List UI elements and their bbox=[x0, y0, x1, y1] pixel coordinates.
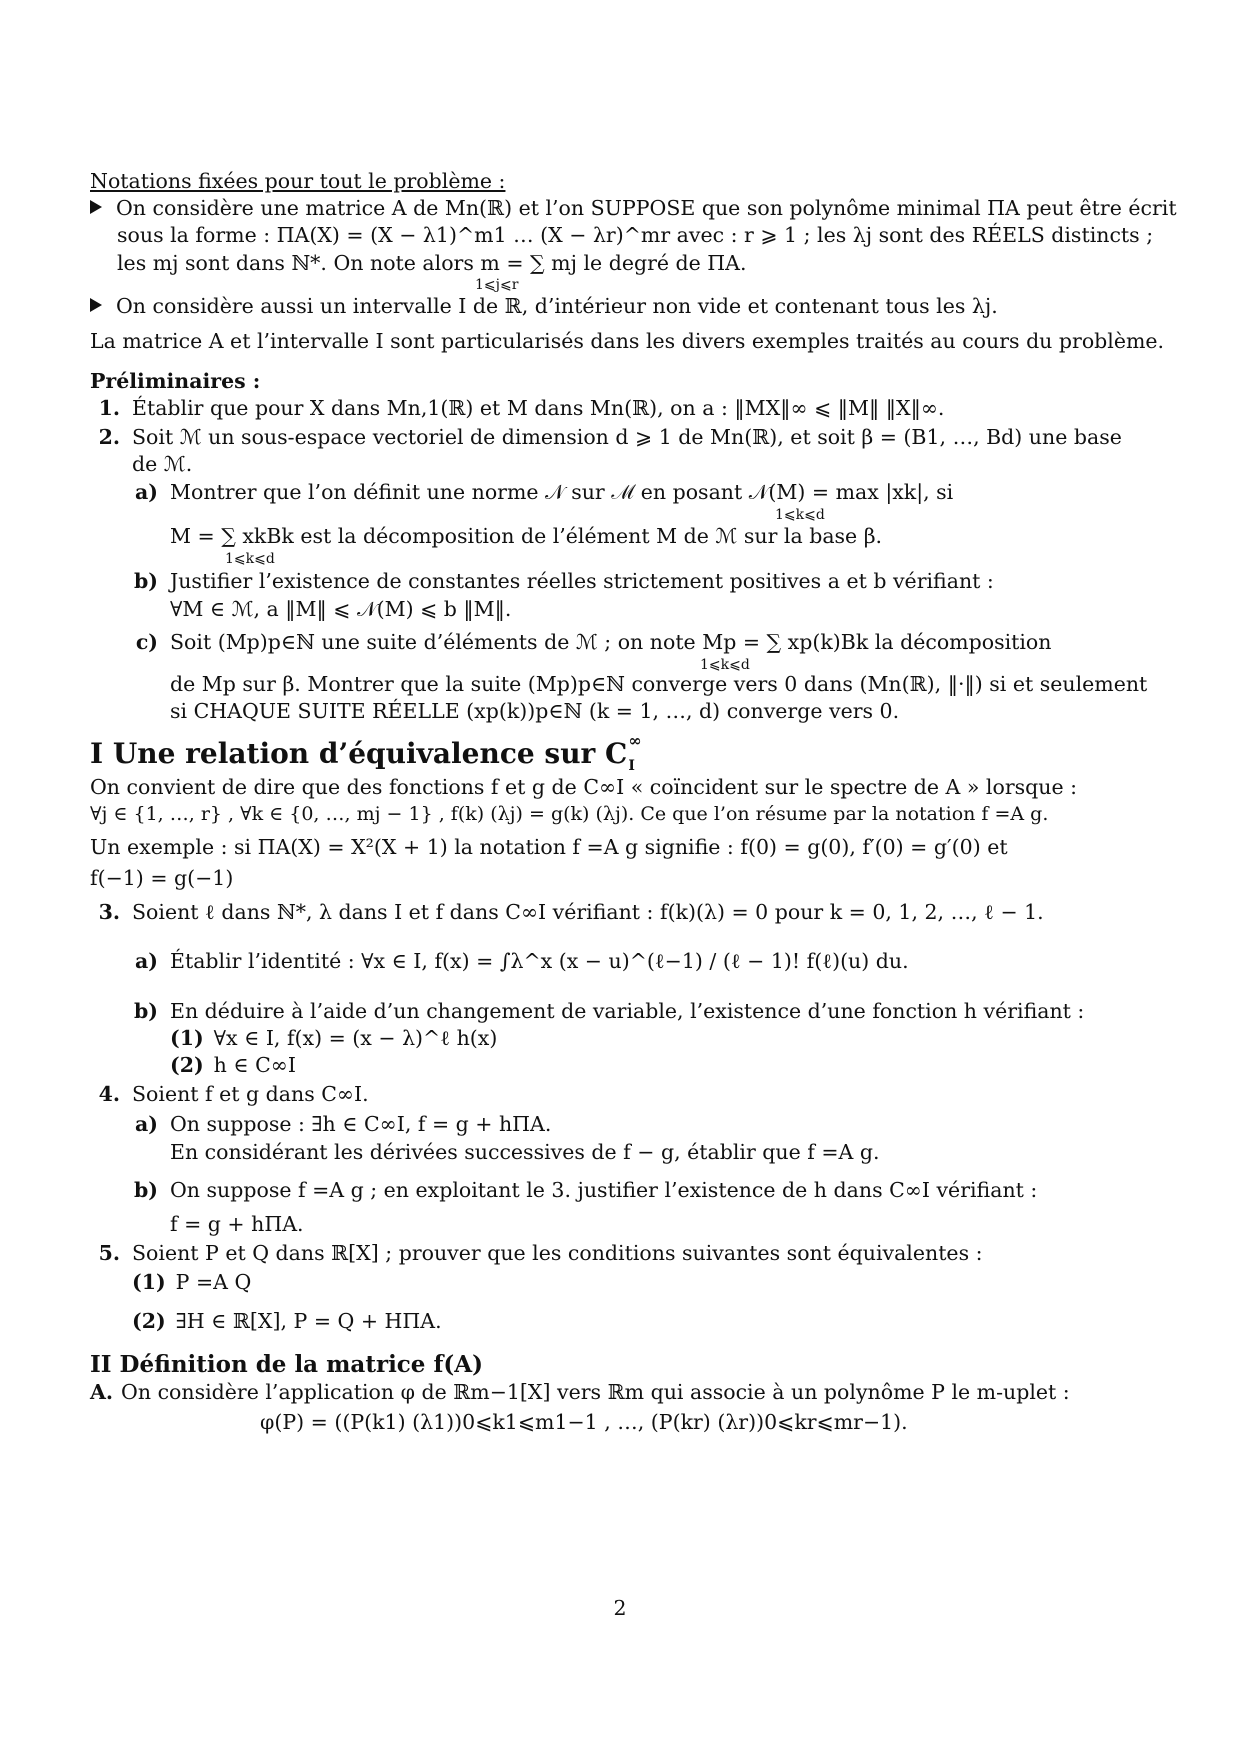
section-1-title: I Une relation d’équivalence sur C ∞ I bbox=[90, 731, 642, 774]
question-2b-line-2: ∀M ∈ ℳ, a ‖M‖ ⩽ 𝒩(M) ⩽ b ‖M‖. bbox=[170, 597, 512, 621]
example-line-2: f(−1) = g(−1) bbox=[90, 866, 234, 890]
question-3b-2: (2) h ∈ C∞I bbox=[170, 1053, 296, 1077]
bullet-1-line-1: On considère une matrice A de Mn(ℝ) et l’on SUPPOSE que son polynôme minimal ΠA peut être écrit bbox=[90, 195, 1177, 222]
section-2-title: II Définition de la matrice f(A) bbox=[90, 1351, 483, 1378]
question-5-2: (2) ∃H ∈ ℝ[X], P = Q + HΠA. bbox=[132, 1309, 442, 1333]
triangle-bullet-icon bbox=[90, 298, 102, 312]
question-3b: b) En déduire à l’aide d’un changement de variable, l’existence d’une fonction h vérifiant : bbox=[133, 999, 1085, 1023]
section-1-intro-line-2: ∀j ∈ {1, …, r} , ∀k ∈ {0, …, mj − 1} , f(k) (λj) = g(k) (λj). Ce que l’on résume par la notation f =A g. bbox=[90, 803, 1049, 825]
question-4b-line-2: f = g + hΠA. bbox=[170, 1212, 304, 1236]
question-2a-line-1: a) Montrer que l’on définit une norme 𝒩 sur ℳ en posant 𝒩(M) = max |xk|, si bbox=[135, 480, 954, 504]
notations-closing: La matrice A et l’intervalle I sont particularisés dans les divers exemples traités au cours du problème. bbox=[90, 329, 1165, 353]
page-number: 2 bbox=[613, 1596, 627, 1620]
question-3b-1: (1) ∀x ∈ I, f(x) = (x − λ)^ℓ h(x) bbox=[170, 1026, 498, 1050]
sum-index: 1⩽j⩽r bbox=[475, 277, 519, 293]
triangle-bullet-icon bbox=[90, 200, 102, 214]
question-2c-line-1: c) Soit (Mp)p∈ℕ une suite d’éléments de ℳ ; on note Mp = ∑ xp(k)Bk la décomposition bbox=[135, 630, 1052, 654]
question-4a-line-1: a) On suppose : ∃h ∈ C∞I, f = g + hΠA. bbox=[135, 1112, 552, 1136]
bullet-2: On considère aussi un intervalle I de ℝ, d’intérieur non vide et contenant tous les λj. bbox=[90, 293, 998, 320]
notations-title: Notations fixées pour tout le problème : bbox=[90, 169, 506, 193]
question-4a-line-2: En considérant les dérivées successives de f − g, établir que f =A g. bbox=[170, 1140, 880, 1164]
question-2-line-1: 2. Soit ℳ un sous-espace vectoriel de dimension d ⩾ 1 de Mn(ℝ), et soit β = (B1, …, Bd) une base bbox=[98, 425, 1122, 449]
sum-index-2a: 1⩽k⩽d bbox=[225, 551, 275, 567]
section-1-intro-line-1: On convient de dire que des fonctions f et g de C∞I « coïncident sur le spectre de A » lorsque : bbox=[90, 775, 1078, 799]
question-3a: a) Établir l’identité : ∀x ∈ I, f(x) = ∫λ^x (x − u)^(ℓ−1) / (ℓ − 1)! f(ℓ)(u) du. bbox=[135, 949, 909, 973]
max-index: 1⩽k⩽d bbox=[775, 507, 825, 523]
phi-formula: φ(P) = ((P(k1) (λ1))0⩽k1⩽m1−1 , …, (P(kr) (λr))0⩽kr⩽mr−1). bbox=[260, 1410, 908, 1434]
question-3: 3. Soient ℓ dans ℕ*, λ dans I et f dans C∞I vérifiant : f(k)(λ) = 0 pour k = 0, 1, 2, …, ℓ − 1. bbox=[98, 900, 1044, 924]
question-2a-line-2: M = ∑ xkBk est la décomposition de l’élément M de ℳ sur la base β. bbox=[170, 524, 883, 548]
question-5-1: (1) P =A Q bbox=[132, 1270, 252, 1294]
question-4b-line-1: b) On suppose f =A g ; en exploitant le 3. justifier l’existence de h dans C∞I vérifiant : bbox=[133, 1178, 1038, 1202]
question-2c-line-3: si CHAQUE SUITE RÉELLE (xp(k))p∈ℕ (k = 1, …, d) converge vers 0. bbox=[170, 699, 900, 723]
question-1: 1. Établir que pour X dans Mn,1(ℝ) et M dans Mn(ℝ), on a : ‖MX‖∞ ⩽ ‖M‖ ‖X‖∞. bbox=[98, 396, 945, 420]
question-4: 4. Soient f et g dans C∞I. bbox=[98, 1082, 369, 1106]
bullet-1-line-2: sous la forme : ΠA(X) = (X − λ1)^m1 … (X − λr)^mr avec : r ⩾ 1 ; les λj sont des RÉELS distincts ; bbox=[117, 223, 1154, 247]
section-2-a: A. On considère l’application φ de ℝm−1[X] vers ℝm qui associe à un polynôme P le m-uplet : bbox=[90, 1380, 1070, 1404]
example-line-1: Un exemple : si ΠA(X) = X²(X + 1) la notation f =A g signifie : f(0) = g(0), f′(0) = g′(0) et bbox=[90, 835, 1008, 859]
sum-index-2c: 1⩽k⩽d bbox=[700, 657, 750, 673]
bullet-1-line-3: les mj sont dans ℕ*. On note alors m = ∑ mj le degré de ΠA. bbox=[117, 251, 747, 275]
question-2c-line-2: de Mp sur β. Montrer que la suite (Mp)p∈ℕ converge vers 0 dans (Mn(ℝ), ‖·‖) si et seulement bbox=[170, 672, 1148, 696]
question-2-line-2: de ℳ. bbox=[132, 452, 193, 476]
question-5: 5. Soient P et Q dans ℝ[X] ; prouver que les conditions suivantes sont équivalentes : bbox=[98, 1241, 983, 1265]
prelim-title: Préliminaires : bbox=[90, 369, 261, 393]
question-2b-line-1: b) Justifier l’existence de constantes réelles strictement positives a et b vérifiant : bbox=[133, 569, 994, 593]
